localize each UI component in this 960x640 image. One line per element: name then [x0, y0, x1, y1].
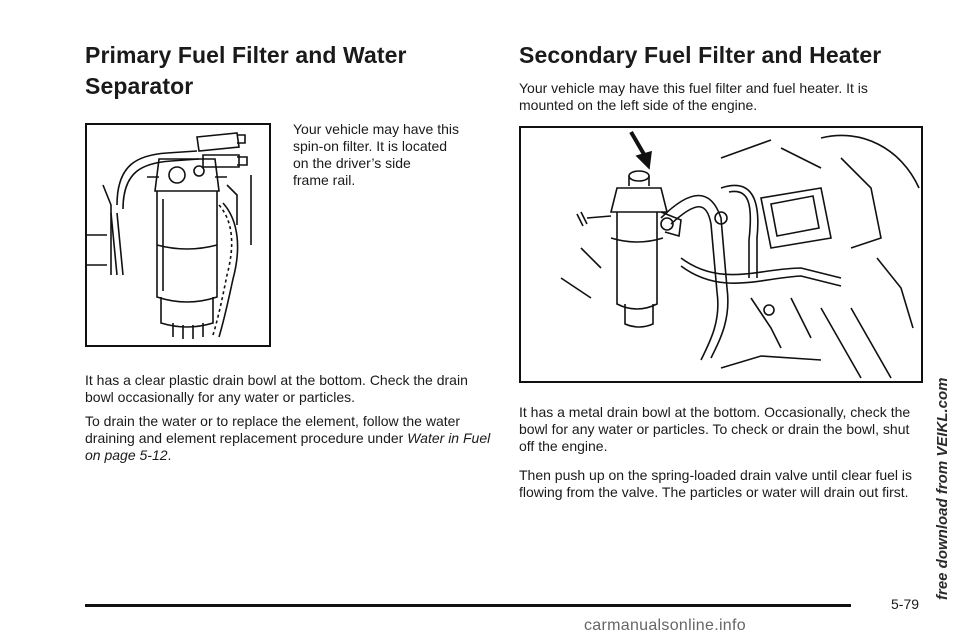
watermark: [934, 377, 958, 630]
right-paragraph-0: [519, 80, 924, 114]
left-column: [85, 40, 495, 102]
left-paragraph-2: [85, 413, 495, 464]
secondary-fuel-filter-figure: [519, 126, 923, 383]
site-footer: carmanualsonline.info: [584, 617, 746, 634]
secondary-filter-intro: Your vehicle may have this fuel filter and fuel heater. It is mounted on the left side of the engine.: [519, 80, 868, 113]
page-number: 5-79: [891, 596, 920, 612]
right-paragraph-1: [519, 404, 924, 455]
secondary-filter-heading: Secondary Fuel Filter and Heater: [519, 42, 882, 68]
caption-line: on the driver’s side: [293, 155, 411, 171]
caption-line: spin-on filter. It is located: [293, 138, 448, 154]
primary-filter-heading: Primary Fuel Filter and Water Separator: [85, 42, 407, 99]
primary-filter-paragraph: It has a clear plastic drain bowl at the bottom. Check the drain bowl occasionally for any water or particles.: [85, 372, 468, 405]
primary-fuel-filter-figure: [85, 123, 271, 347]
left-paragraph-1: [85, 372, 495, 406]
caption-line: Your vehicle may have this: [293, 121, 460, 137]
secondary-fuel-filter-illustration: [521, 128, 921, 381]
procedure-text: To drain the water or to replace the element, follow the water draining and element replacement procedure under: [85, 413, 461, 446]
cross-reference-link[interactable]: Water in Fuel on page 5-12: [85, 430, 491, 463]
right-column: [519, 40, 924, 71]
primary-fuel-filter-illustration: [87, 125, 269, 345]
primary-filter-procedure: [85, 413, 495, 464]
secondary-filter-paragraph: It has a metal drain bowl at the bottom. Occasionally, check the bowl for any water or particles. To check or drain the bowl, shut off the engine.: [519, 404, 911, 454]
drain-valve-paragraph: Then push up on the spring-loaded drain valve until clear fuel is flowing from the valve. The particles or water will drain out first.: [519, 467, 913, 500]
caption-line: frame rail.: [293, 172, 356, 188]
footer-rule: [85, 604, 851, 607]
procedure-suffix: .: [167, 447, 172, 463]
watermark-text: free download from VEIKL.com: [934, 377, 951, 600]
primary-filter-caption: [293, 121, 493, 189]
right-paragraph-2: [519, 467, 924, 501]
